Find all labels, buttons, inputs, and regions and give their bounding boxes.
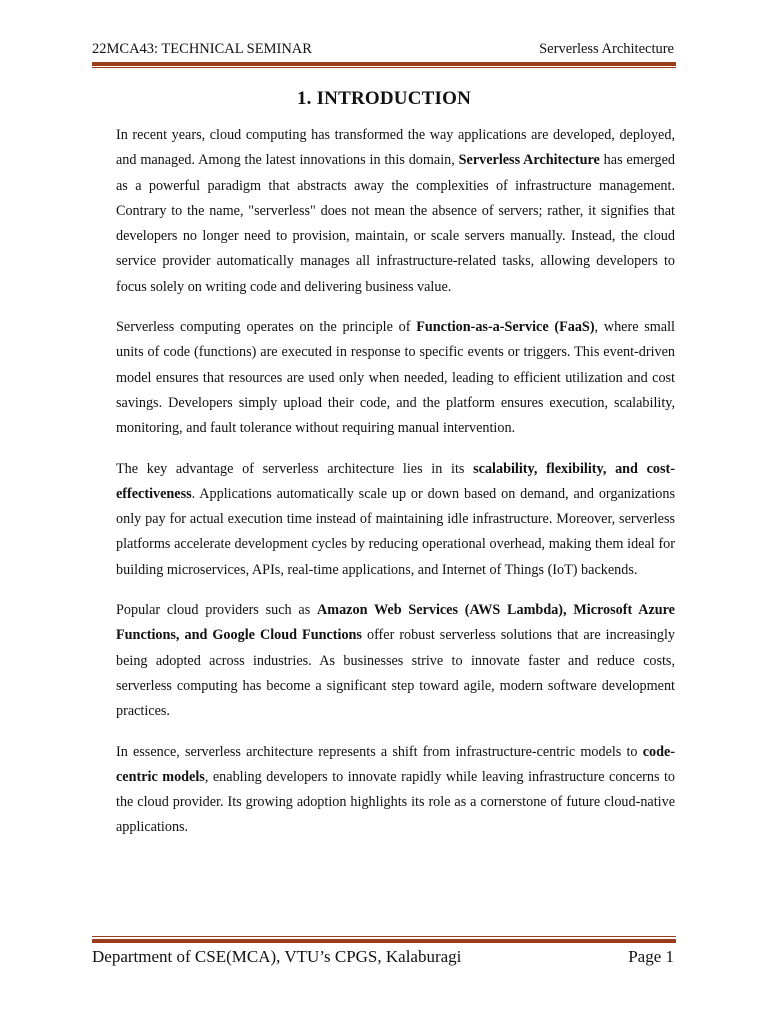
- text-run: has emerged as a powerful paradigm that abstracts away the complexities of infrastructure management. Contrary to the name, "serverless" does not mean the absence of servers; rather, it signifies that developers no longer need to provision, maintain, or scale servers manually. Instead, the cloud service provider automatically manages all infrastructure-related tasks, allowing developers to focus solely on writing code and delivering business value.: [116, 152, 676, 295]
- bold-term: scalability, flexibility, and cost-effectiveness: [116, 460, 675, 502]
- paragraph: [116, 740, 675, 841]
- footer-rule-thick: [92, 939, 676, 943]
- page-footer: [92, 946, 674, 968]
- page-number: Page 1: [628, 947, 674, 966]
- header-course-code: 22MCA43: TECHNICAL SEMINAR: [92, 41, 312, 57]
- footer-rule-thin: [92, 936, 676, 937]
- footer-department: Department of CSE(MCA), VTU’s CPGS, Kalaburagi: [92, 947, 462, 966]
- text-run: , enabling developers to innovate rapidly while leaving infrastructure concerns to the cloud provider. Its growing adoption highlights its role as a cornerstone of future cloud-native applications.: [116, 768, 676, 836]
- text-run: offer robust serverless solutions that are increasingly being adopted across industries. As businesses strive to innovate faster and reduce costs, serverless computing has become a significant step toward agile, modern software development practices.: [116, 627, 676, 720]
- bold-term: Serverless Architecture: [458, 152, 600, 169]
- text-run: In essence, serverless architecture represents a shift from infrastructure-centric models to: [116, 743, 643, 760]
- header-rule-thin: [92, 67, 676, 68]
- bold-term: Function-as-a-Service (FaaS): [416, 319, 595, 336]
- text-run: Popular cloud providers such as: [116, 602, 318, 619]
- bold-term: code-centric models: [116, 743, 675, 785]
- text-run: The key advantage of serverless architecture lies in its: [116, 460, 474, 477]
- text-run: . Applications automatically scale up or down based on demand, and organizations only pay for actual execution time instead of maintaining idle infrastructure. Moreover, serverless platforms accelerate development cycles by reducing operational overhead, making them ideal for building microservices, APIs, real-time applications, and Internet of Things (IoT) backends.: [116, 485, 675, 578]
- body-text: [116, 123, 675, 856]
- header-rule-thick: [92, 62, 676, 66]
- paragraph: [116, 315, 675, 441]
- text-run: In recent years, cloud computing has transformed the way applications are developed, deployed, and managed. Among the latest innovations in this domain,: [116, 127, 675, 169]
- header-topic: Serverless Architecture: [539, 41, 674, 57]
- paragraph: [116, 598, 675, 724]
- page-header: [92, 40, 674, 58]
- text-run: , where small units of code (functions) are executed in response to specific events or triggers. This event-driven model ensures that resources are used only when needed, leading to efficient utilization and cost savings. Developers simply upload their code, and the platform ensures execution, scalability, monitoring, and fault tolerance without requiring manual intervention.: [116, 319, 675, 437]
- section-title: 1. INTRODUCTION: [296, 88, 472, 109]
- paragraph: [116, 123, 675, 300]
- bold-term: Amazon Web Services (AWS Lambda), Microsoft Azure Functions, and Google Cloud Functions: [116, 602, 675, 644]
- paragraph: [116, 457, 675, 583]
- text-run: Serverless computing operates on the principle of: [116, 319, 417, 336]
